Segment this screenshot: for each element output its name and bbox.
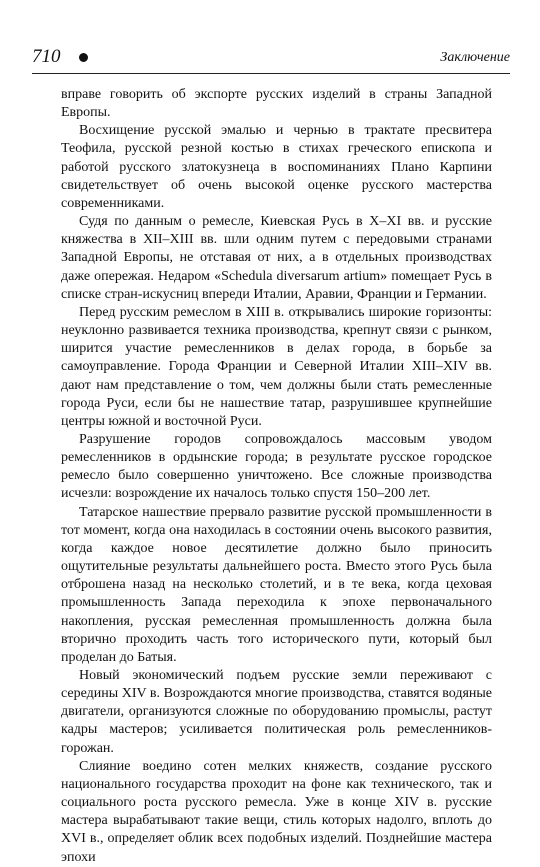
page-header <box>32 46 510 70</box>
paragraph-2: Восхищение русской эмалью и чернью в трактате пресвитера Теофила, русской резной костью в стихах греческого епископа и работой русского златокузнеца в воспоминаниях Плано Карпини свидетельствует об очень высокой оценке русского мастерства современниками. <box>61 123 492 211</box>
paragraph-1: вправе говорить об экспорте русских изделий в страны Западной Европы. <box>61 87 492 121</box>
paragraph-4: Перед русским ремеслом в XIII в. открывались широкие горизонты: неуклонно развивается техника производства, крепнут связи с рынком, ширится участие ремесленников в делах города, в борьбе за самоуправление. Города Франции и Северной Италии XIII–XIV вв. дают нам представление о том, чем должны были стать ремесленные города Руси, если бы не нашествие татар, разрушившее крупнейшие центры южной и восточной Руси. <box>61 304 492 429</box>
running-title: Заключение <box>440 50 510 65</box>
paragraph-3: Судя по данным о ремесле, Киевская Русь в X–XI вв. и русские княжества в XII–XIII вв. шли одним путем с передовыми странами Западной Европы, не отставая от них, а в отдельных производствах даже опережая. Недаром «Schedula diversarum artium» помещает Русь в списке стран-искусниц впереди Италии, Аравии, Франции и Германии. <box>61 214 492 302</box>
page-number: 710 <box>32 46 61 67</box>
paragraph-8: Слияние воедино сотен мелких княжеств, создание русского национального государства проходит на фоне как технического, так и социального роста русского ремесла. Уже в конце XIV в. русские мастера вырабатывают такие вещи, стиль которых надолго, вплоть до XVI в., определяет облик всех подобных изделий. Позднейшие мастера эпохи <box>61 758 492 865</box>
paragraph-7: Новый экономический подъем русские земли переживают с середины XIV в. Возрождаются многие производства, ставятся водяные двигатели, организуются сложные по оборудованию промыслы, растут кадры мастеров; усиливается политическая роль ремесленников-горожан. <box>61 668 492 756</box>
paragraph-5: Разрушение городов сопровождалось массовым уводом ремесленников в ордынские города; в результате русское городское ремесло было совершенно уничтожено. Все сложные производства исчезли: возрождение их началось только спустя 150–200 лет. <box>61 431 492 502</box>
body-text <box>61 86 492 867</box>
bullet-icon <box>79 53 88 62</box>
paragraph-6: Татарское нашествие прервало развитие русской промышленности в тот момент, когда она находилась в состоянии очень высокого развития, когда каждое новое десятилетие должно было приносить ощутительные результаты дальнейшего роста. Вместо этого Русь была отброшена назад на несколько столетий, и в те века, когда цеховая промышленность Запада переходила к эпохе первоначального накопления, русская ремесленная промышленность должна была вторично проходить часть того исторического пути, который был проделан до Батыя. <box>61 504 492 665</box>
header-divider <box>32 73 510 74</box>
